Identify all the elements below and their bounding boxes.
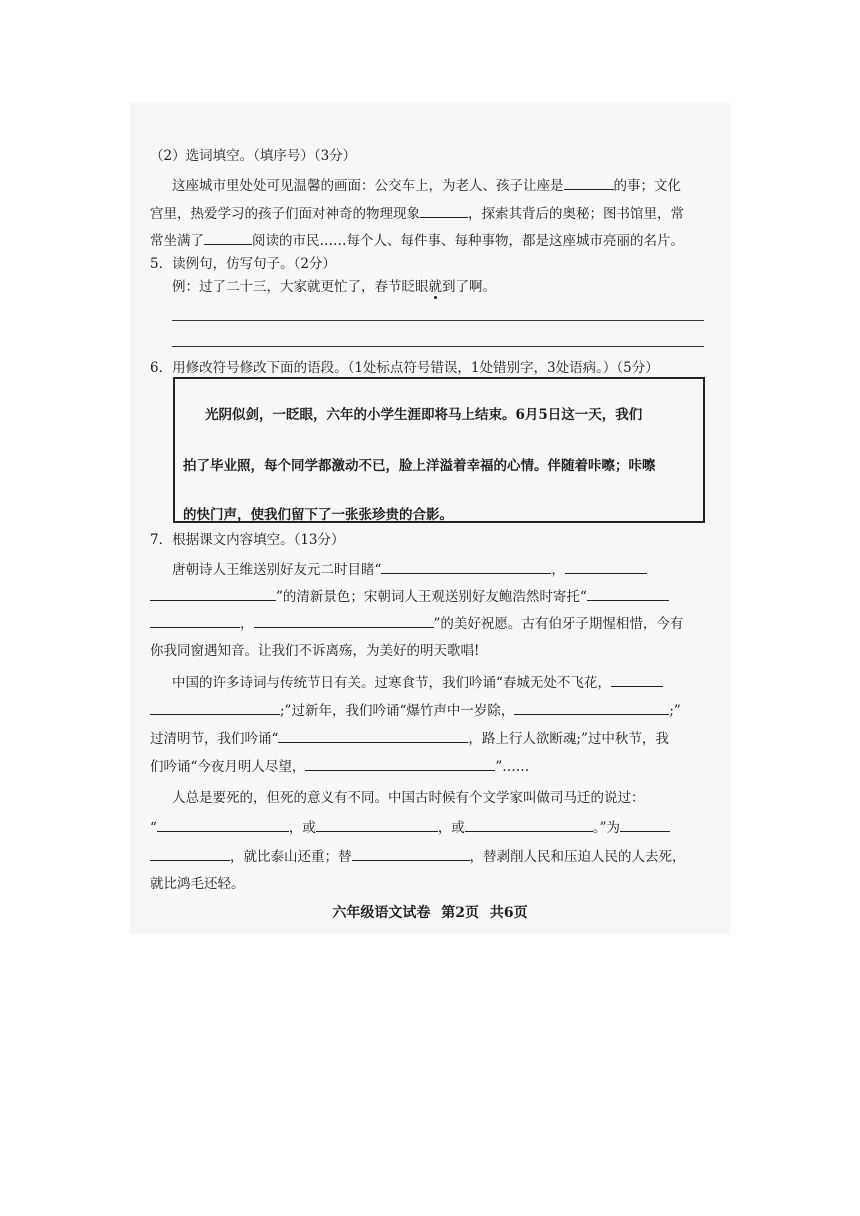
answer-blank[interactable] bbox=[150, 846, 230, 861]
answer-line[interactable] bbox=[172, 346, 704, 347]
fill-line: 你我同窗遇知音。让我们不诉离殇，为美好的明天歌唱! bbox=[150, 643, 480, 659]
answer-blank[interactable] bbox=[565, 559, 647, 574]
paragraph-line: 常坐满了 阅读的市民……每个人、每件事、每种事物，都是这座城市亮丽的名片。 bbox=[150, 230, 710, 251]
fill-line: ， ”的美好祝愿。古有伯牙子期惺相惜，今有 bbox=[150, 613, 710, 634]
paragraph-line: 宫里，热爱学习的孩子们面对神奇的物理现象 ，探索其背后的奥秘；图书馆里，常 bbox=[150, 203, 710, 224]
answer-blank[interactable] bbox=[278, 728, 468, 743]
passage-line: 的快门声，使我们留下了一张张珍贵的合影。 bbox=[183, 507, 453, 523]
answer-blank[interactable] bbox=[150, 613, 240, 628]
answer-blank[interactable] bbox=[564, 175, 614, 190]
fill-line: ;”过新年，我们吟诵“爆竹声中一岁除， ;” bbox=[150, 700, 710, 721]
fill-line: ”的清新景色；宋朝词人王观送别好友鲍浩然时寄托“ bbox=[150, 586, 710, 607]
example-sentence: 例：过了二十三，大家就更忙了，春节眨眼就到了啊。 bbox=[172, 279, 496, 295]
paragraph-line: 这座城市里处处可见温馨的画面：公交车上，为老人、孩子让座是 的事；文化 bbox=[172, 175, 710, 196]
answer-blank[interactable] bbox=[620, 817, 670, 832]
answer-blank[interactable] bbox=[420, 203, 468, 218]
passage-line: 拍了毕业照，每个同学都激动不已，脸上洋溢着幸福的心情。伴随着咔嚓；咔嚓 bbox=[183, 458, 656, 474]
answer-blank[interactable] bbox=[381, 559, 551, 574]
question-7-title: 7．根据课文内容填空。（13分） bbox=[150, 532, 345, 548]
answer-blank[interactable] bbox=[150, 586, 276, 601]
answer-blank[interactable] bbox=[150, 700, 280, 715]
answer-blank[interactable] bbox=[254, 613, 434, 628]
answer-blank[interactable] bbox=[316, 817, 438, 832]
passage-box bbox=[173, 377, 705, 523]
passage-line: 光阴似剑，一眨眼，六年的小学生涯即将马上结束。6月5日这一天，我们 bbox=[205, 407, 643, 423]
page-footer: 六年级语文试卷 第2页 共6页 bbox=[332, 905, 528, 921]
fill-line: 们吟诵“今夜月明人尽望， ”…… bbox=[150, 756, 710, 777]
question-4-2-title: （2）选词填空。（填序号）（3分） bbox=[150, 148, 357, 164]
fill-line: ，就比泰山还重；替 ，替剥削人民和压迫人民的人去死， bbox=[150, 846, 710, 867]
fill-line: 人总是要死的，但死的意义有不同。中国古时候有个文学家叫做司马迁的说过： bbox=[172, 790, 645, 806]
answer-blank[interactable] bbox=[587, 586, 669, 601]
answer-blank[interactable] bbox=[465, 817, 593, 832]
answer-blank[interactable] bbox=[514, 700, 669, 715]
answer-blank[interactable] bbox=[611, 672, 663, 687]
answer-line[interactable] bbox=[172, 320, 704, 321]
answer-blank[interactable] bbox=[204, 230, 252, 245]
fill-line: 过清明节，我们吟诵“ ，路上行人欲断魂;”过中秋节，我 bbox=[150, 728, 710, 749]
fill-line: 就比鸿毛还轻。 bbox=[150, 876, 245, 892]
fill-line: “ ，或 ，或 。”为 bbox=[150, 817, 710, 838]
answer-blank[interactable] bbox=[305, 756, 495, 771]
fill-line: 唐朝诗人王维送别好友元二时目睹“ ， bbox=[172, 559, 710, 580]
answer-blank[interactable] bbox=[352, 846, 470, 861]
question-6-title: 6．用修改符号修改下面的语段。（1处标点符号错误，1处错别字，3处语病。）（5分） bbox=[150, 360, 659, 376]
fill-line: 中国的许多诗词与传统节日有关。过寒食节，我们吟诵“春城无处不飞花， bbox=[172, 672, 710, 693]
emphasis-dotted-text: 眨眼就到了 bbox=[401, 279, 469, 295]
question-5-title: 5．读例句，仿写句子。（2分） bbox=[150, 256, 336, 272]
answer-blank[interactable] bbox=[157, 817, 289, 832]
